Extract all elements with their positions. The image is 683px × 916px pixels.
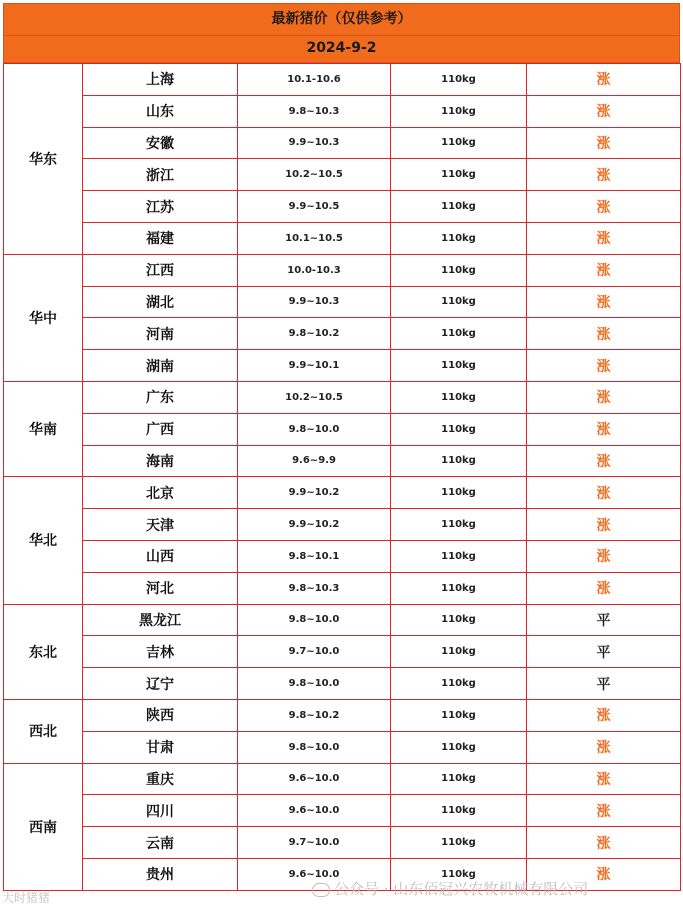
weight-value: 110kg — [391, 413, 527, 445]
price-range: 9.9~10.5 — [238, 191, 391, 223]
trend-indicator: 涨 — [527, 381, 681, 413]
weight-value: 110kg — [391, 858, 527, 890]
province-name: 云南 — [83, 827, 238, 859]
province-name: 吉林 — [83, 636, 238, 668]
table-row — [4, 64, 681, 96]
price-range: 9.9~10.3 — [238, 127, 391, 159]
trend-indicator: 涨 — [527, 572, 681, 604]
province-name: 湖南 — [83, 350, 238, 382]
weight-value: 110kg — [391, 318, 527, 350]
province-name: 重庆 — [83, 763, 238, 795]
weight-value: 110kg — [391, 827, 527, 859]
trend-indicator: 涨 — [527, 254, 681, 286]
watermark-left — [2, 889, 50, 906]
trend-indicator: 涨 — [527, 413, 681, 445]
province-name: 浙江 — [83, 159, 238, 191]
table-row — [4, 636, 681, 668]
table-row — [4, 827, 681, 859]
price-range: 9.8~10.0 — [238, 604, 391, 636]
trend-indicator: 涨 — [527, 858, 681, 890]
price-range: 9.9~10.1 — [238, 350, 391, 382]
weight-value: 110kg — [391, 477, 527, 509]
province-name: 河南 — [83, 318, 238, 350]
price-table — [3, 63, 681, 891]
trend-indicator: 涨 — [527, 64, 681, 96]
weight-value: 110kg — [391, 286, 527, 318]
trend-indicator: 涨 — [527, 222, 681, 254]
price-table-body — [4, 64, 681, 891]
trend-indicator: 涨 — [527, 191, 681, 223]
weight-value: 110kg — [391, 445, 527, 477]
price-range: 9.8~10.3 — [238, 572, 391, 604]
wechat-icon — [312, 883, 330, 897]
price-range: 9.6~10.0 — [238, 763, 391, 795]
province-name: 陕西 — [83, 699, 238, 731]
table-row — [4, 668, 681, 700]
province-name: 广西 — [83, 413, 238, 445]
weight-value: 110kg — [391, 191, 527, 223]
trend-indicator: 涨 — [527, 509, 681, 541]
province-name: 上海 — [83, 64, 238, 96]
table-row — [4, 509, 681, 541]
table-row — [4, 795, 681, 827]
table-row — [4, 540, 681, 572]
region-name: 华北 — [4, 477, 83, 604]
region-name: 东北 — [4, 604, 83, 699]
price-range: 9.8~10.2 — [238, 699, 391, 731]
watermark-right — [312, 878, 588, 899]
price-range: 10.1~10.5 — [238, 222, 391, 254]
table-row — [4, 477, 681, 509]
region-name: 西南 — [4, 763, 83, 890]
weight-value: 110kg — [391, 604, 527, 636]
weight-value: 110kg — [391, 64, 527, 96]
trend-indicator: 涨 — [527, 350, 681, 382]
price-range: 9.8~10.3 — [238, 95, 391, 127]
province-name: 湖北 — [83, 286, 238, 318]
trend-indicator: 平 — [527, 668, 681, 700]
table-row — [4, 445, 681, 477]
price-range: 9.9~10.2 — [238, 509, 391, 541]
price-range: 9.8~10.0 — [238, 731, 391, 763]
table-row — [4, 350, 681, 382]
weight-value: 110kg — [391, 731, 527, 763]
price-range: 9.9~10.3 — [238, 286, 391, 318]
price-range: 9.7~10.0 — [238, 827, 391, 859]
table-row — [4, 572, 681, 604]
trend-indicator: 涨 — [527, 763, 681, 795]
province-name: 辽宁 — [83, 668, 238, 700]
weight-value: 110kg — [391, 222, 527, 254]
province-name: 黑龙江 — [83, 604, 238, 636]
trend-indicator: 涨 — [527, 731, 681, 763]
province-name: 江西 — [83, 254, 238, 286]
price-range: 9.7~10.0 — [238, 636, 391, 668]
price-range: 10.0-10.3 — [238, 254, 391, 286]
weight-value: 110kg — [391, 763, 527, 795]
price-range: 9.6~9.9 — [238, 445, 391, 477]
trend-indicator: 涨 — [527, 159, 681, 191]
weight-value: 110kg — [391, 795, 527, 827]
weight-value: 110kg — [391, 350, 527, 382]
price-range: 10.2~10.5 — [238, 159, 391, 191]
trend-indicator: 涨 — [527, 445, 681, 477]
table-row — [4, 191, 681, 223]
price-range: 9.6~10.0 — [238, 858, 391, 890]
province-name: 天津 — [83, 509, 238, 541]
price-range: 9.8~10.2 — [238, 318, 391, 350]
trend-indicator: 涨 — [527, 540, 681, 572]
table-row — [4, 127, 681, 159]
table-date: 2024-9-2 — [3, 36, 680, 63]
trend-indicator: 平 — [527, 636, 681, 668]
price-table-container — [3, 3, 680, 891]
weight-value: 110kg — [391, 159, 527, 191]
province-name: 江苏 — [83, 191, 238, 223]
table-row — [4, 699, 681, 731]
table-row — [4, 254, 681, 286]
province-name: 山西 — [83, 540, 238, 572]
price-range: 9.9~10.2 — [238, 477, 391, 509]
province-name: 广东 — [83, 381, 238, 413]
trend-indicator: 涨 — [527, 477, 681, 509]
table-row — [4, 763, 681, 795]
price-range: 9.8~10.0 — [238, 413, 391, 445]
table-row — [4, 222, 681, 254]
province-name: 甘肃 — [83, 731, 238, 763]
region-name: 华东 — [4, 64, 83, 255]
price-range: 9.8~10.0 — [238, 668, 391, 700]
watermark-left-text: 大时猪猪 — [2, 891, 51, 905]
province-name: 福建 — [83, 222, 238, 254]
trend-indicator: 涨 — [527, 795, 681, 827]
table-row — [4, 604, 681, 636]
trend-indicator: 平 — [527, 604, 681, 636]
price-range: 10.1-10.6 — [238, 64, 391, 96]
table-row — [4, 318, 681, 350]
region-name: 华南 — [4, 381, 83, 476]
trend-indicator: 涨 — [527, 699, 681, 731]
weight-value: 110kg — [391, 668, 527, 700]
province-name: 山东 — [83, 95, 238, 127]
province-name: 海南 — [83, 445, 238, 477]
table-row — [4, 731, 681, 763]
weight-value: 110kg — [391, 572, 527, 604]
trend-indicator: 涨 — [527, 95, 681, 127]
weight-value: 110kg — [391, 636, 527, 668]
weight-value: 110kg — [391, 127, 527, 159]
weight-value: 110kg — [391, 254, 527, 286]
table-title: 最新猪价（仅供参考） — [3, 3, 680, 36]
price-range: 10.2~10.5 — [238, 381, 391, 413]
table-row — [4, 159, 681, 191]
province-name: 河北 — [83, 572, 238, 604]
weight-value: 110kg — [391, 381, 527, 413]
weight-value: 110kg — [391, 95, 527, 127]
table-row — [4, 286, 681, 318]
region-name: 华中 — [4, 254, 83, 381]
watermark-right-text: 公众号 · 山东佰冠兴农牧机械有限公司 — [334, 880, 589, 898]
province-name: 安徽 — [83, 127, 238, 159]
weight-value: 110kg — [391, 540, 527, 572]
trend-indicator: 涨 — [527, 286, 681, 318]
table-row — [4, 413, 681, 445]
table-row — [4, 381, 681, 413]
weight-value: 110kg — [391, 699, 527, 731]
province-name: 北京 — [83, 477, 238, 509]
table-row — [4, 95, 681, 127]
trend-indicator: 涨 — [527, 318, 681, 350]
weight-value: 110kg — [391, 509, 527, 541]
province-name: 贵州 — [83, 858, 238, 890]
price-range: 9.8~10.1 — [238, 540, 391, 572]
region-name: 西北 — [4, 699, 83, 763]
price-range: 9.6~10.0 — [238, 795, 391, 827]
trend-indicator: 涨 — [527, 827, 681, 859]
province-name: 四川 — [83, 795, 238, 827]
trend-indicator: 涨 — [527, 127, 681, 159]
